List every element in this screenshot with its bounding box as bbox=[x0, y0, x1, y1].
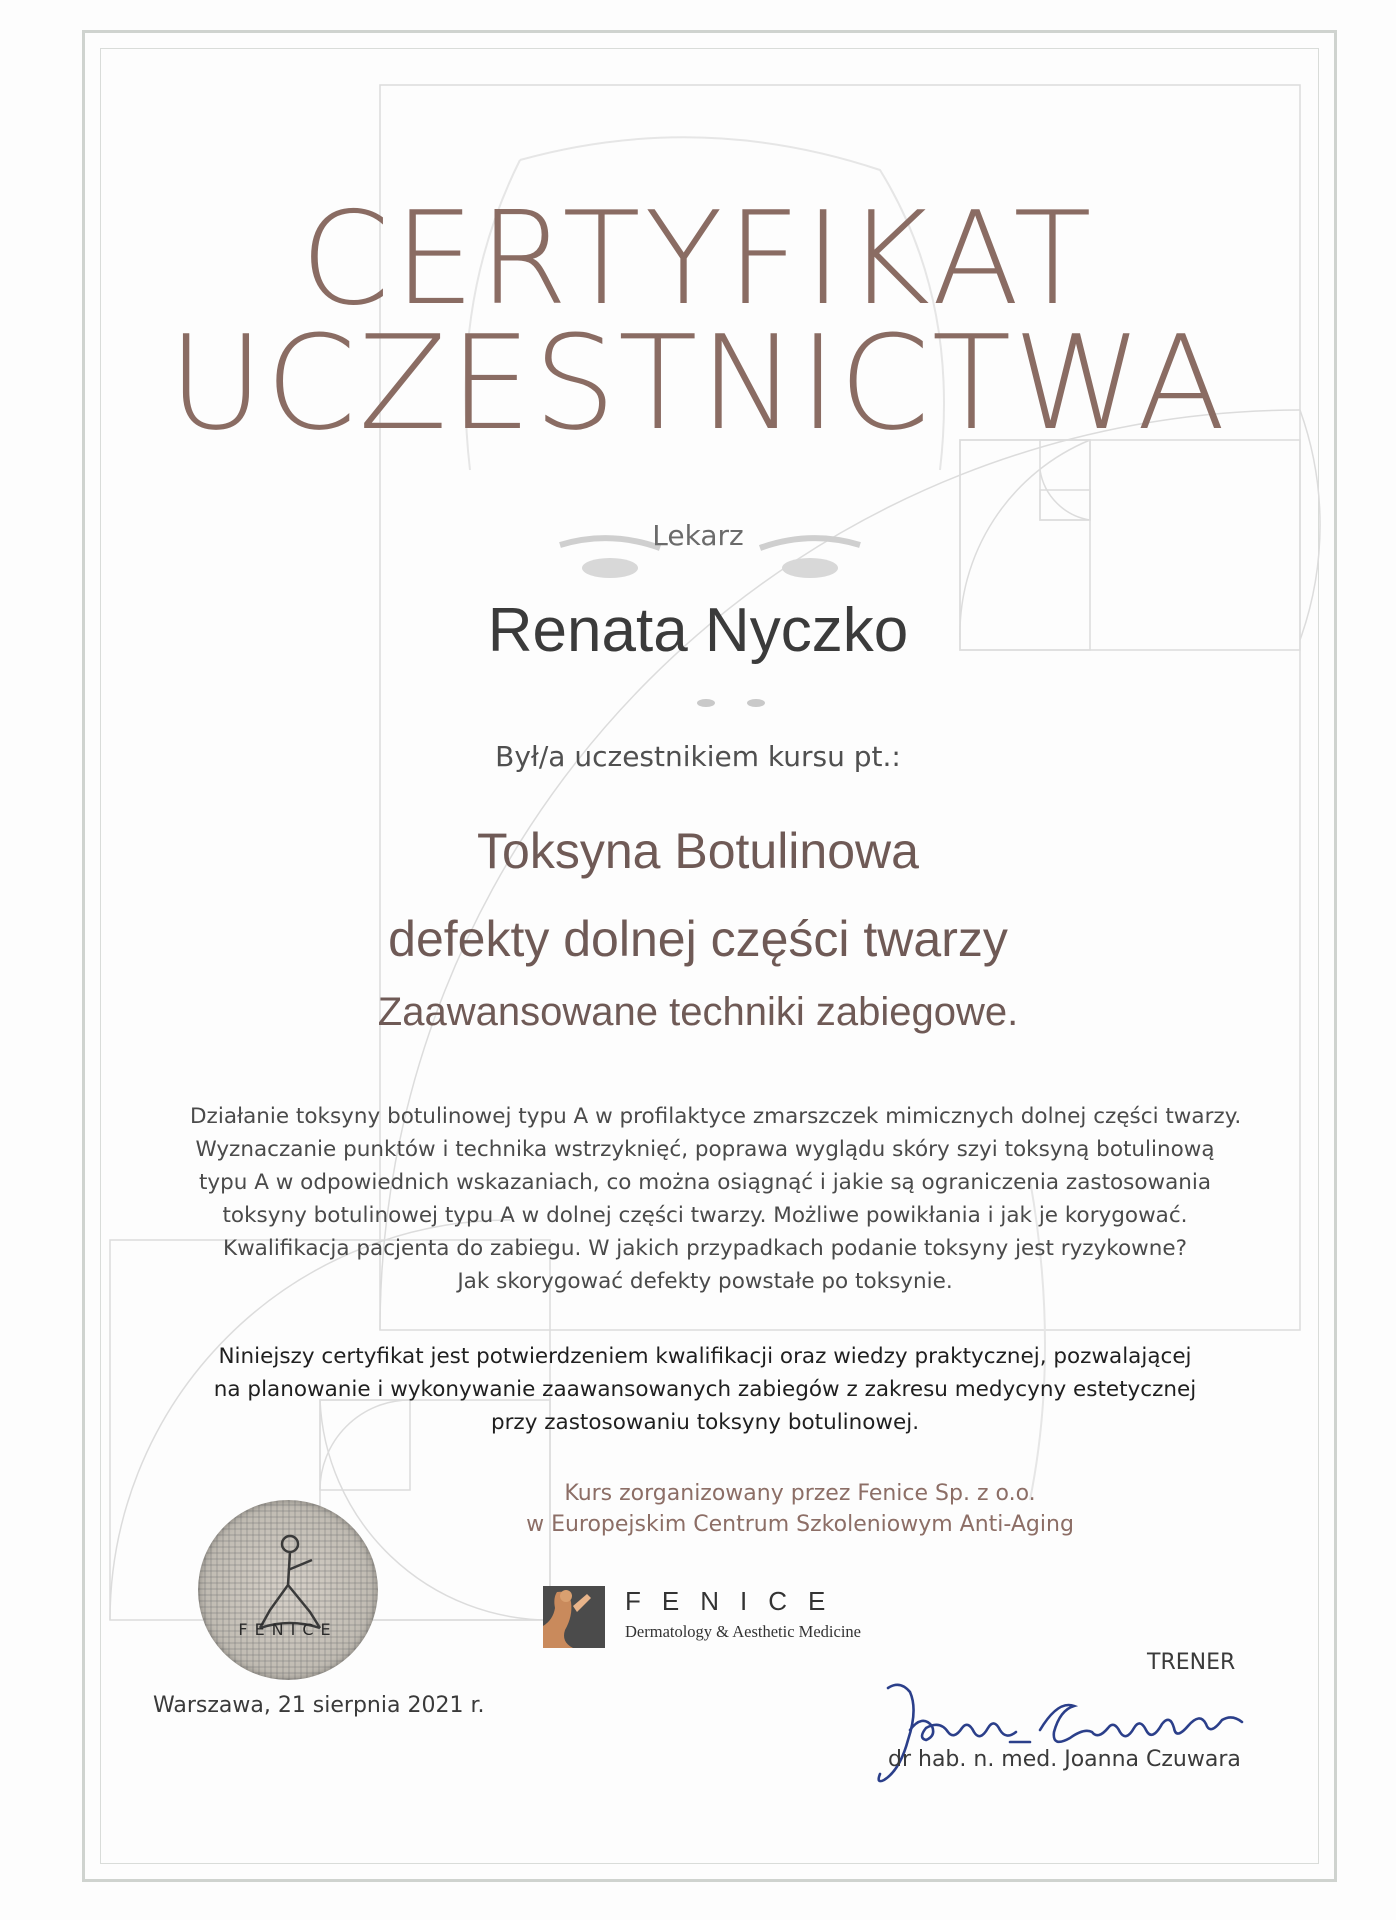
trainer-name: dr hab. n. med. Joanna Czuwara bbox=[888, 1747, 1241, 1772]
certificate-title-line1: CERTYFIKAT bbox=[300, 185, 1096, 334]
participation-statement: Był/a uczestnikiem kursu pt.: bbox=[495, 740, 901, 773]
description-line: toksyny botulinowej typu A w dolnej części twarzy. Możliwe powikłania i jak je korygować. bbox=[222, 1203, 1188, 1228]
course-title-line1: Toksyna Botulinowa bbox=[477, 823, 919, 879]
fenice-logo bbox=[543, 1586, 873, 1648]
fenice-logo-icon bbox=[543, 1586, 605, 1648]
course-title-line3: Zaawansowane techniki zabiegowe. bbox=[377, 990, 1019, 1034]
description-line: Działanie toksyny botulinowej typu A w profilaktyce zmarszczek mimicznych dolnej części twarzy. bbox=[190, 1104, 1242, 1129]
certification-statement bbox=[190, 1340, 1220, 1439]
fenice-logo-subtitle: Dermatology & Aesthetic Medicine bbox=[625, 1622, 861, 1641]
description-line: Wyznaczanie punktów i technika wstrzyknięć, poprawa wyglądu skóry szyi toksyną botulinową bbox=[195, 1137, 1215, 1162]
course-description bbox=[190, 1100, 1242, 1298]
fenice-logo-wordmark: FENICE bbox=[625, 1586, 847, 1616]
organizer-line2: w Europejskim Centrum Szkoleniowym Anti-Aging bbox=[526, 1512, 1074, 1537]
course-title-line2: defekty dolnej części twarzy bbox=[388, 911, 1008, 967]
fenice-hologram-seal bbox=[198, 1500, 378, 1680]
seal-text: FENICE bbox=[238, 1620, 338, 1639]
confirmation-line: przy zastosowaniu toksyny botulinowej. bbox=[490, 1410, 920, 1435]
organizer-line1: Kurs zorganizowany przez Fenice Sp. z o.o. bbox=[564, 1481, 1036, 1506]
certificate-title-line2: UCZESTNICTWA bbox=[168, 307, 1228, 459]
description-line: Jak skorygować defekty powstałe po toksynie. bbox=[457, 1269, 953, 1294]
confirmation-line: Niniejszy certyfikat jest potwierdzeniem kwalifikacji oraz wiedzy praktycznej, pozwalającej bbox=[218, 1344, 1192, 1369]
organizer-info bbox=[300, 1478, 1300, 1540]
description-line: typu A w odpowiednich wskazaniach, co można osiągnąć i jakie są ograniczenia zastosowania bbox=[198, 1170, 1212, 1195]
description-line: Kwalifikacja pacjenta do zabiegu. W jakich przypadkach podanie toksyny jest ryzykowne? bbox=[223, 1236, 1187, 1261]
trainer-label: TRENER bbox=[1147, 1650, 1236, 1675]
place-and-date: Warszawa, 21 sierpnia 2021 r. bbox=[153, 1693, 485, 1718]
confirmation-line: na planowanie i wykonywanie zaawansowanych zabiegów z zakresu medycyny estetycznej bbox=[213, 1377, 1197, 1402]
handwritten-signature bbox=[870, 1670, 1290, 1800]
participant-role: Lekarz bbox=[652, 519, 744, 552]
participant-name: Renata Nyczko bbox=[487, 596, 909, 665]
